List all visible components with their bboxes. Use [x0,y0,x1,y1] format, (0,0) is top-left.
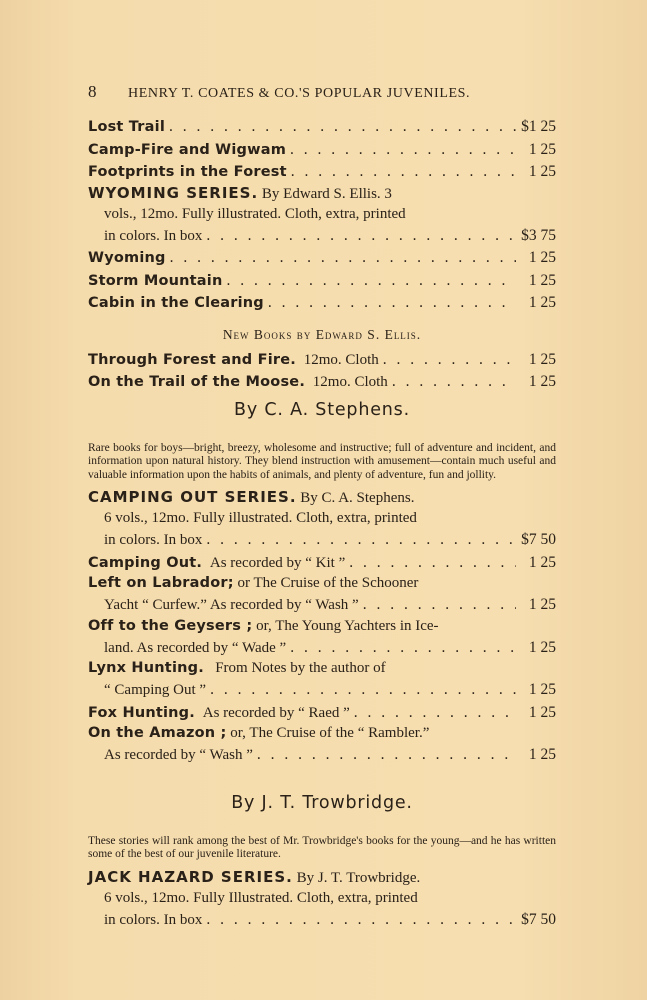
book-title: On the Amazon ; [88,725,227,741]
author-blurb: These stories will rank among the best of Mr. Trowbridge's books for the young—and he has written some of the best of our juvenile literature. [88,834,556,860]
book-title: Off to the Geysers ; [88,617,253,634]
dot-leader [350,702,516,724]
series-name: JACK HAZARD SERIES. [88,867,293,886]
book-note: As recorded by “ Kit ” [209,554,346,571]
catalog-entry [88,139,556,162]
series-price: $3 75 [521,226,556,244]
book-price: 1 25 [528,746,556,763]
dot-leader [287,161,516,183]
catalog-entry [88,292,556,315]
series-price: $7 50 [521,910,556,928]
series-box-text: in colors. In box [104,227,203,244]
book-price: 1 25 [528,140,556,158]
series-author: By J. T. Trowbridge. [296,869,421,886]
dot-leader [359,594,516,616]
catalog-entry [88,116,556,139]
series-name: WYOMING SERIES. [88,183,259,202]
book-title: On the Trail of the Moose. [88,374,306,390]
book-title: Fox Hunting. [88,704,195,721]
book-price: 1 25 [528,638,556,656]
dot-leader [379,349,516,371]
series-price-line [88,909,556,932]
catalog-entry [88,247,556,270]
dot-leader [286,139,516,161]
book-price: $1 25 [521,118,556,135]
author-heading: By J. T. Trowbridge. [231,792,413,813]
catalog-entry [88,371,556,394]
page-number: 8 [88,82,98,101]
dot-leader [202,225,516,247]
dot-leader [345,552,516,574]
catalog-entry-second-line [88,637,556,660]
book-subtitle: or, The Cruise of the “ Rambler.” [230,725,430,741]
catalog-entry [88,702,556,725]
book-title: Storm Mountain [88,272,223,289]
book-price: 1 25 [528,294,556,311]
book-price: 1 25 [528,249,556,266]
book-title: Camping Out. [88,554,203,571]
dot-leader [202,909,516,931]
book-price: 1 25 [528,681,556,698]
book-price: 1 25 [528,163,556,180]
author-heading: By C. A. Stephens. [234,399,410,420]
series-author: By C. A. Stephens. [300,490,415,506]
catalog-content [88,116,556,931]
catalog-entry-second-line [88,594,556,617]
series-details: 6 vols., 12mo. Fully illustrated. Cloth, extra, printed [104,510,417,526]
series-details: 6 vols., 12mo. Fully Illustrated. Cloth, extra, printed [104,889,418,906]
series-box-text: in colors. In box [104,911,203,928]
book-title: Wyoming [88,250,166,266]
dot-leader [253,744,516,766]
author-blurb: Rare books for boys—bright, breezy, wholesome and instructive; full of adventure and incident, and information upon natural history. They blend instruction with amusement—contain much useful and valuable information upon the habits of animals, and plenty of adventure, fun and jollity. [88,441,556,481]
book-price: 1 25 [528,553,556,571]
catalog-entry [88,349,556,372]
dot-leader [223,270,517,292]
book-price: 1 25 [528,703,556,721]
series-price-line [88,529,556,552]
running-title: HENRY T. COATES & CO.'S POPULAR JUVENILES. [128,86,471,101]
book-title: Lost Trail [88,119,165,135]
running-header [88,82,558,102]
book-subtitle: or The Cruise of the Schooner [237,575,419,591]
book-note: As recorded by “ Raed ” [202,704,350,721]
book-price: 1 25 [528,350,556,368]
series-box-text: in colors. In box [104,532,203,548]
series-description [88,184,556,204]
book-format: 12mo. Cloth [312,374,388,390]
catalog-entry-first-line [88,574,556,593]
catalog-entry [88,270,556,293]
dot-leader [264,292,516,314]
dot-leader [388,371,516,393]
series-description [88,488,556,508]
dot-leader [166,247,516,269]
dot-leader [165,116,516,138]
book-subtitle: From Notes by the author of [215,660,386,676]
catalog-entry [88,161,556,184]
series-description [88,868,556,888]
dot-leader [202,529,516,551]
book-title: Cabin in the Clearing [88,295,264,311]
book-note: land. As recorded by “ Wade ” [104,639,287,656]
book-subtitle: or, The Young Yachters in Ice- [256,617,439,634]
catalog-entry-second-line [88,744,556,767]
book-price: 1 25 [528,271,556,289]
catalog-entry-second-line [88,679,556,702]
book-price: 1 25 [528,373,556,390]
section-subheading: New Books by Edward S. Ellis. [222,326,422,342]
series-name: CAMPING OUT SERIES. [88,488,297,506]
book-title: Lynx Hunting. [88,660,204,676]
book-price: 1 25 [528,596,556,613]
series-author: By Edward S. Ellis. 3 [261,185,392,202]
book-title: Through Forest and Fire. [88,351,296,368]
book-note: Yacht “ Curfew.” As recorded by “ Wash ” [104,597,359,613]
book-title: Footprints in the Forest [88,164,287,180]
series-price: $7 50 [521,531,556,548]
book-note: “ Camping Out ” [104,682,207,698]
book-note: As recorded by “ Wash ” [104,747,253,763]
catalog-entry [88,552,556,575]
series-details: vols., 12mo. Fully illustrated. Cloth, extra, printed [104,205,406,222]
book-title: Left on Labrador; [88,575,234,591]
dot-leader [206,679,516,701]
book-title: Camp-Fire and Wigwam [88,141,287,158]
catalog-entry-first-line [88,617,556,636]
catalog-entry-first-line [88,659,556,678]
series-price-line [88,225,556,248]
catalog-entry-first-line [88,724,556,743]
book-format: 12mo. Cloth [303,351,379,368]
dot-leader [286,637,516,659]
